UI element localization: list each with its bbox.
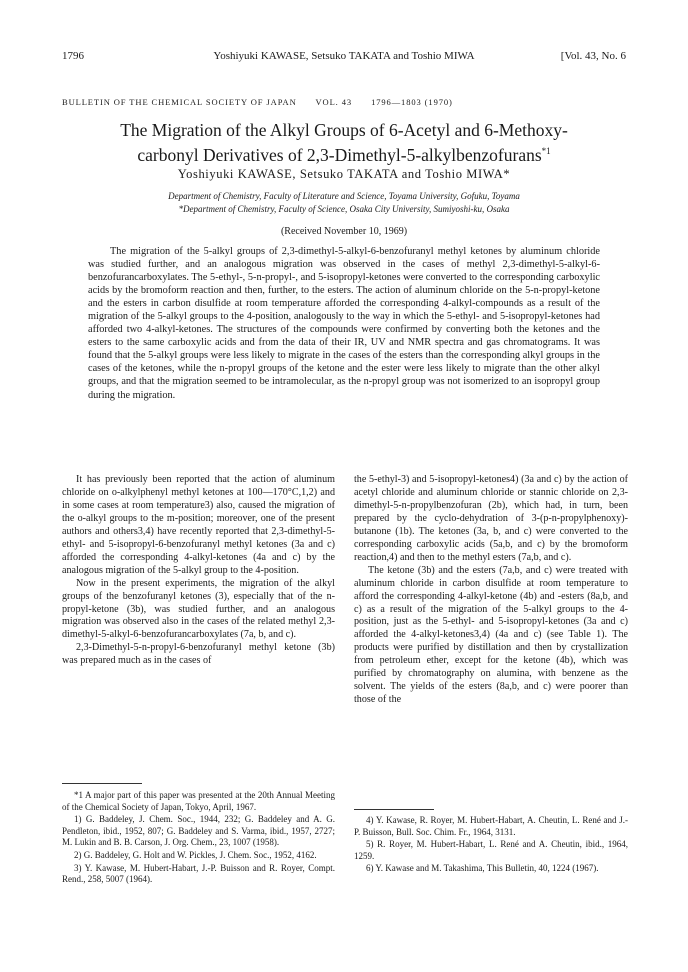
footnote: 2) G. Baddeley, G. Holt and W. Pickles, J. Chem. Soc., 1952, 4162. (74, 849, 317, 860)
journal-pages: 1796—1803 (1970) (371, 97, 453, 107)
journal-name: BULLETIN OF THE CHEMICAL SOCIETY OF JAPAN (62, 97, 297, 107)
body-paragraph: the 5-ethyl-3) and 5-isopropyl-ketones4) (3a and c) by the action of acetyl chloride and aluminum chloride or stannic chloride on 2,3-dimethyl-5-n-propylbenzofuran (2b), which had, in turn, been prepared by the cyclo-dehydration of 3-(p-n-propylphenoxy)-butanone (1b). The ketones (3a, b, and c) were converted to the corresponding carboxylic acids (5a,b, and c) by the bromoform reaction,4) and then to the methyl esters (7a,b, and c). (354, 474, 628, 563)
running-volume: [Vol. 43, No. 6 (560, 50, 626, 62)
abstract: The migration of the 5-alkyl groups of 2,3-dimethyl-5-alkyl-6-benzofuranyl methyl ketones by aluminum chloride was studied further, and an analogous migration was observed in the cases of methyl 2,3-dimethyl-5-alkyl-6-benzofurancarboxylates. The 5-ethyl-, 5-n-propyl-, and 5-isopropyl-ketones were converted to the corresponding carboxylic acids by the bromoform reaction and then, further, to the esters. The action of aluminum chloride on the 5-n-propyl-ketone and the esters in carbon disulfide at room temperature afforded the corresponding 4-alkyl-compounds as a result of the migration of the 5-alkyl groups to the 4-position, analogously to the way in which the 5-ethyl- and 5-isopropyl-ketones had afforded two 4-alkyl-ketones. The structures of the compounds were confirmed by converting both the ketones and the esters to the same carboxylic acids and from the data of their IR, UV and NMR spectra and gas chromatograms. It was found that the 5-alkyl groups were less likely to migrate in the cases of the esters than the corresponding alkyl groups in the cases of the ketones, while the n-propyl groups of the ketone and the ester were less likely to migrate than the other alkyl groups, and that the migration seemed to be intramolecular, as the n-propyl group was not isomerized to an isopropyl group during the migration. (88, 246, 600, 401)
footnote-divider-right (354, 809, 434, 810)
footnote: 5) R. Royer, M. Hubert-Habart, L. René and A. Cheutin, ibid., 1964, 1259. (354, 839, 628, 861)
footnotes-left (62, 790, 335, 887)
journal-volume: VOL. 43 (315, 97, 353, 107)
author-list: Yoshiyuki KAWASE, Setsuko TAKATA and Toshio MIWA* (177, 167, 511, 181)
title-line-1: The Migration of the Alkyl Groups of 6-Acetyl and 6-Methoxy- (120, 120, 568, 140)
footnotes-right (354, 815, 628, 876)
running-authors: Yoshiyuki KAWASE, Setsuko TAKATA and Toshio MIWA (213, 50, 475, 62)
body-column-right (354, 474, 628, 707)
affiliation-2: *Department of Chemistry, Faculty of Science, Osaka City University, Sumiyoshi-ku, Osaka (178, 204, 510, 214)
body-paragraph: It has previously been reported that the action of aluminum chloride on o-alkylphenyl methyl ketones at 100—170°C,1,2) and in some cases at room temperature3) also, caused the migration of the o-alkyl groups to the m-position; moreover, one of the present authors and others3,4) have recently reported that 2,3-dimethyl-5-ethyl- and 5-isopropyl-6-benzofuranyl methyl ketones (3a and c) afforded the corresponding 4-alkyl-ketones (4a and c) by the analogous migration of the 5-alkyl group to the 4-position. (62, 474, 335, 576)
received-date: (Received November 10, 1969) (280, 226, 408, 237)
body-paragraph: Now in the present experiments, the migration of the alkyl groups of the benzofuranyl ketones (3), especially that of the n-propyl-ketone (3b), was studied further, and an analogous migration was observed also in the cases of the related methyl 2,3-dimethyl-5-alkyl-6-benzofurancarboxylates (7a, b, and c). (62, 577, 335, 641)
body-column-left (62, 474, 335, 668)
body-paragraph: 2,3-Dimethyl-5-n-propyl-6-benzofuranyl methyl ketone (3b) was prepared much as in the cases of (62, 642, 335, 667)
footnote: 1) G. Baddeley, J. Chem. Soc., 1944, 232; G. Baddeley and A. G. Pendleton, ibid., 1952, 807; G. Baddeley and S. Varma, ibid., 1957, 2727; M. Lukin and B. B. Carson, J. Org. Chem., 23, 1007 (1958). (62, 814, 335, 848)
body-paragraph: The ketone (3b) and the esters (7a,b, and c) were treated with aluminum chloride in carbon disulfide at room temperature to afford the corresponding 4-alkyl-ketone (4b) and -esters (8a,b, and c) as a result of the migration of the 5-alkyl groups to the 4-position, just as the 5-ethyl- and 5-isopropyl-ketones (3a and c) afforded the 4-alkyl-ketones3,4) (4a and c) (see Table 1). The products were purified by distillation and then by crystallization from petroleum ether, except for the ketone (4b), which was purified by chromatography on alumina, with benzene as the solvent. The yields of the esters (8a,b, and c) were poorer than those of the (354, 564, 628, 706)
affiliation-1: Department of Chemistry, Faculty of Literature and Science, Toyama University, Gofuku, Toyama (168, 191, 520, 201)
footnote: 3) Y. Kawase, M. Hubert-Habart, J.-P. Buisson and R. Royer, Compt. Rend., 258, 5007 (1964). (62, 862, 335, 885)
title-line-2: carbonyl Derivatives of 2,3-Dimethyl-5-alkylbenzofurans (137, 144, 542, 165)
footnote-divider-left (62, 783, 142, 784)
footnote: 6) Y. Kawase and M. Takashima, This Bulletin, 40, 1224 (1967). (366, 863, 599, 874)
footnote: *1 A major part of this paper was presented at the 20th Annual Meeting of the Chemical Society of Japan, Tokyo, April, 1967. (62, 790, 335, 812)
footnote: 4) Y. Kawase, R. Royer, M. Hubert-Habart, A. Cheutin, L. René and J.-P. Buisson, Bull. Soc. Chim. Fr., 1964, 3131. (354, 815, 628, 837)
journal-line (62, 97, 469, 107)
paper-title (40, 120, 648, 166)
page-number: 1796 (62, 50, 84, 62)
title-footnote-mark: *1 (541, 146, 551, 156)
running-header (62, 50, 626, 64)
